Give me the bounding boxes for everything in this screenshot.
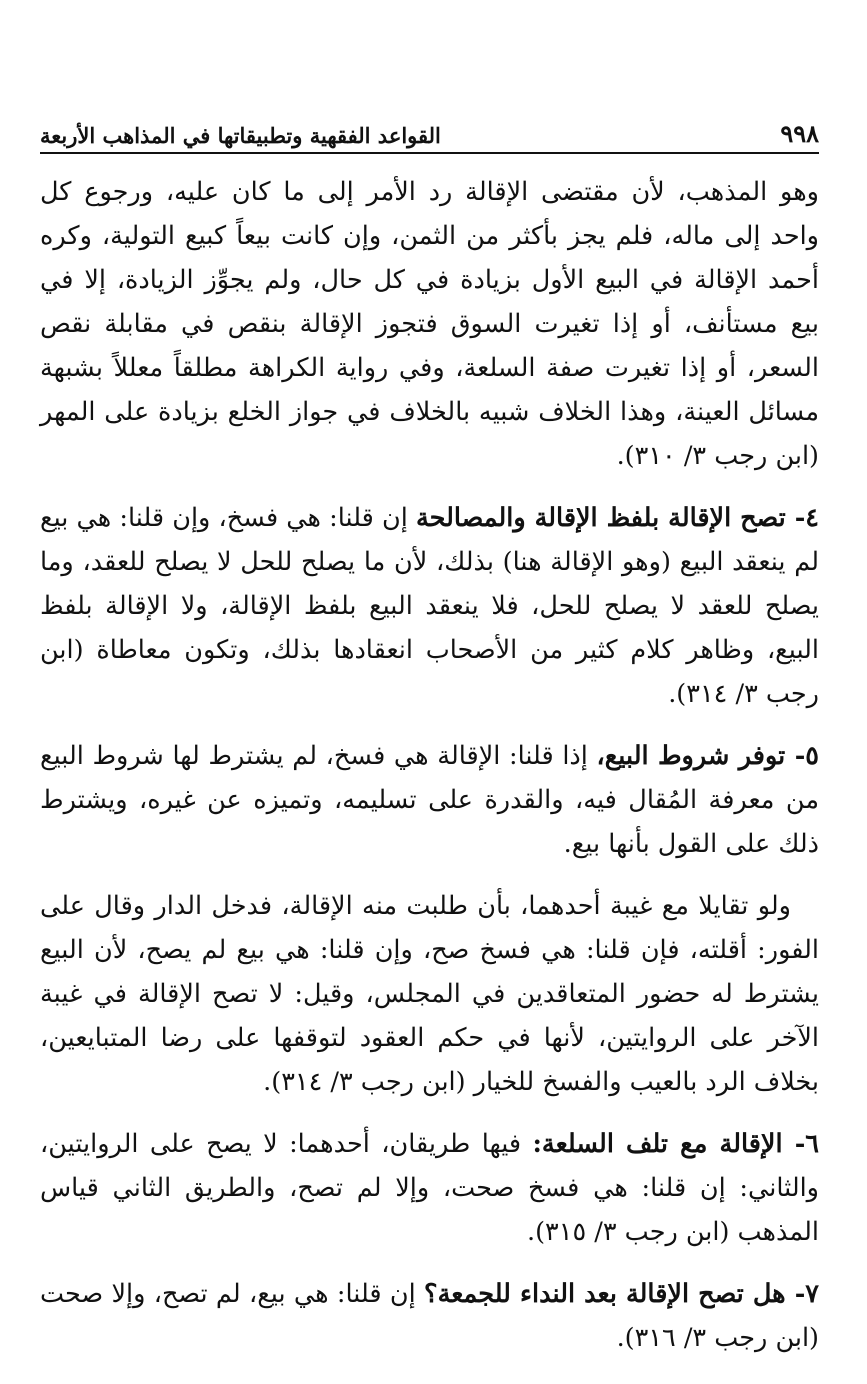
paragraph-absence bbox=[40, 884, 819, 1104]
paragraph-continuation bbox=[40, 170, 819, 478]
paragraph-rule-4 bbox=[40, 496, 819, 716]
paragraph-rule-7 bbox=[40, 1272, 819, 1360]
page-body bbox=[40, 170, 819, 1378]
paragraph-rule-5 bbox=[40, 734, 819, 866]
rule-heading: ٥- توفر شروط البيع، bbox=[596, 741, 819, 771]
paragraph-text: وهو المذهب، لأن مقتضى الإقالة رد الأمر إلى ما كان عليه، ورجوع كل واحد إلى ماله، فلم يجز بأكثر من الثمن، وإن كانت بيعاً كبيع التولية، وكره أحمد الإقالة في البيع الأول بزيادة في كل حال، ولم يجوِّز الزيادة، إلا في بيع مستأنف، أو إذا تغيرت السوق فتجوز الإقالة بنقص في مقابلة نقص السعر، أو إذا تغيرت صفة السلعة، وفي رواية الكراهة مطلقاً معللاً بشبهة مسائل العينة، وهذا الخلاف شبيه بالخلاف في جواز الخلع بزيادة على المهر (ابن رجب ٣/ ٣١٠). bbox=[40, 177, 819, 471]
paragraph-text: ولو تقايلا مع غيبة أحدهما، بأن طلبت منه الإقالة، فدخل الدار وقال على الفور: أقلته، فإن قلنا: هي فسخ صح، وإن قلنا: هي بيع لم يصح، لأن البيع يشترط له حضور المتعاقدين في المجلس، وقيل: لا تصح الإقالة في غيبة الآخر على الروايتين، لأنها في حكم العقود لتوقفها على رضا المتبايعين، بخلاف الرد بالعيب والفسخ للخيار (ابن رجب ٣/ ٣١٤). bbox=[40, 891, 819, 1097]
page-number: ٩٩٨ bbox=[780, 119, 819, 148]
paragraph-rule-6 bbox=[40, 1122, 819, 1254]
paragraph-text: فيها طريقان، أحدهما: لا يصح على الروايتين، والثاني: إن قلنا: هي فسخ صحت، وإلا لم تصح، والطريق الثاني قياس المذهب (ابن رجب ٣/ ٣١٥). bbox=[40, 1129, 819, 1247]
book-title: القواعد الفقهية وتطبيقاتها في المذاهب الأربعة bbox=[40, 123, 441, 148]
running-header bbox=[40, 108, 819, 154]
paragraph-text: إن قلنا: هي بيع، لم تصح، وإلا صحت (ابن رجب ٣/ ٣١٦). bbox=[40, 1279, 819, 1353]
rule-heading: ٧- هل تصح الإقالة بعد النداء للجمعة؟ bbox=[424, 1279, 819, 1309]
rule-heading: ٦- الإقالة مع تلف السلعة: bbox=[532, 1129, 819, 1159]
paragraph-text: إن قلنا: هي فسخ، وإن قلنا: هي بيع لم ينعقد البيع (وهو الإقالة هنا) بذلك، لأن ما يصلح للحل لا يصلح للعقد، وما يصلح للعقد لا يصلح للحل، فلا ينعقد البيع بلفظ الإقالة، ولا الإقالة بلفظ البيع، وظاهر كلام كثير من الأصحاب انعقادها بذلك، وتكون معاطاة (ابن رجب ٣/ ٣١٤). bbox=[40, 503, 819, 709]
rule-heading: ٤- تصح الإقالة بلفظ الإقالة والمصالحة bbox=[415, 503, 819, 533]
paragraph-text: إذا قلنا: الإقالة هي فسخ، لم يشترط لها شروط البيع من معرفة المُقال فيه، والقدرة على تسليمه، وتميزه عن غيره، ويشترط ذلك على القول بأنها بيع. bbox=[40, 741, 819, 859]
